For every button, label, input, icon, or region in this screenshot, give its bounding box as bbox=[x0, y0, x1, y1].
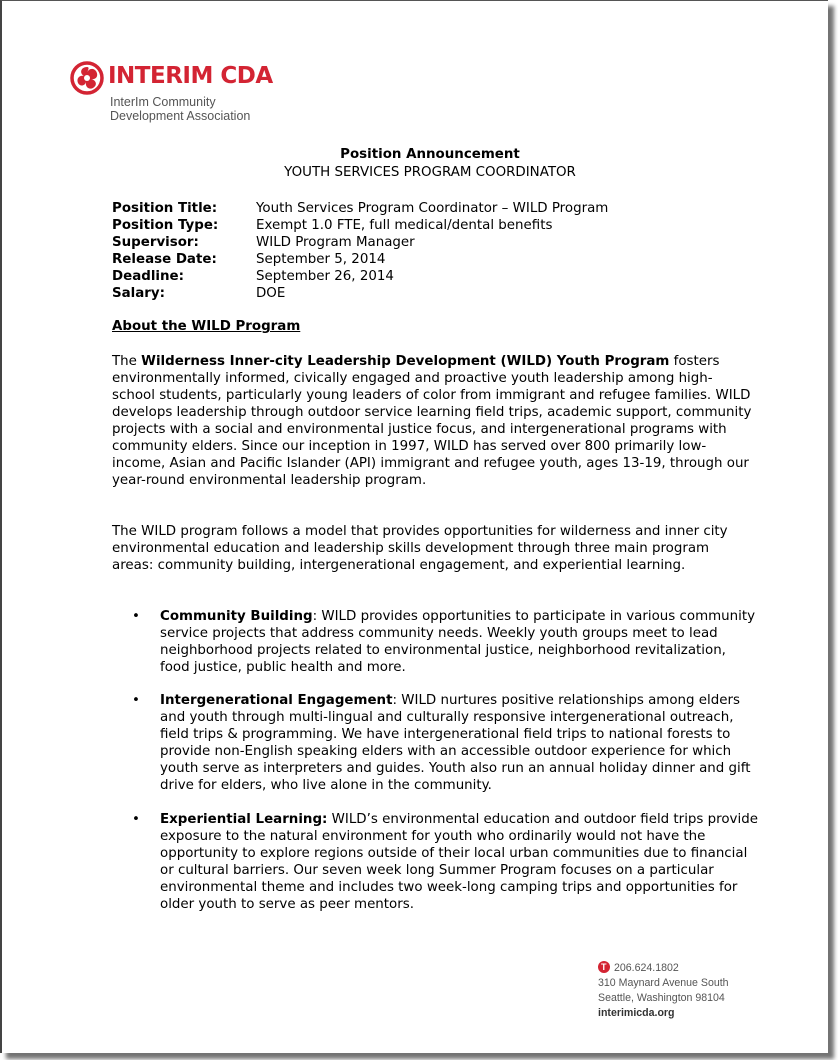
list-item-title: Experiential Learning: bbox=[160, 812, 328, 827]
detail-row-position-title bbox=[112, 200, 608, 217]
logo-subtitle-line1: InterIm Community bbox=[110, 95, 216, 109]
detail-label: Release Date: bbox=[112, 252, 217, 267]
interim-cda-logo-icon bbox=[70, 61, 104, 95]
bullet-icon: • bbox=[132, 812, 140, 827]
detail-label: Salary: bbox=[112, 286, 165, 301]
section-heading: About the WILD Program bbox=[112, 319, 301, 334]
detail-value: Exempt 1.0 FTE, full medical/dental benefits bbox=[256, 218, 553, 233]
detail-row-release-date bbox=[112, 251, 608, 268]
intro-body: fosters environmentally informed, civically engaged and proactive youth leadership among high-school students, particularly young leaders of color from immigrant and refugee families. WILD develops leadership through outdoor service learning field trips, academic support, community projects with a social and environmental justice focus, and intergenerational programs with community elders. Since our inception in 1997, WILD has served over 800 primarily low-income, Asian and Pacific Islander (API) immigrant and refugee youth, ages 13-19, through our year-round environmental leadership program. bbox=[112, 354, 752, 488]
list-item-text: : WILD nurtures positive relationships among elders and youth through multi-lingual and culturally responsive intergenerational outreach, field trips & programming. We have intergenerational field trips to national forests to provide non-English speaking elders with an accessible outdoor experience for which youth serve as interpreters and guides. Youth also run an annual holiday dinner and gift drive for elders, who live alone in the community. bbox=[160, 693, 751, 793]
list-item-text: : WILD provides opportunities to participate in various community service projects that address community needs. Weekly youth groups meet to lead neighborhood projects related to environmental justice, neighborhood revitalization, food justice, public health and more. bbox=[160, 609, 756, 675]
detail-value: Youth Services Program Coordinator – WILD Program bbox=[256, 201, 609, 216]
logo-subtitle-line2: Development Association bbox=[110, 109, 251, 123]
detail-label: Deadline: bbox=[112, 269, 184, 284]
footer-address-line2: Seattle, Washington 98104 bbox=[598, 992, 725, 1004]
detail-value: WILD Program Manager bbox=[256, 235, 415, 250]
footer-website: interimicda.org bbox=[598, 1007, 675, 1019]
detail-label: Position Title: bbox=[112, 201, 218, 216]
footer-phone bbox=[598, 961, 729, 976]
phone-number: 206.624.1802 bbox=[614, 962, 679, 974]
detail-row-position-type bbox=[112, 217, 608, 234]
document-title: Position Announcement bbox=[340, 147, 520, 162]
model-paragraph: The WILD program follows a model that provides opportunities for wilderness and inner city environmental education and leadership skills development through three main program areas: community building, intergenerational engagement, and experiential learning. bbox=[112, 524, 728, 573]
phone-icon bbox=[598, 961, 610, 973]
detail-row-salary bbox=[112, 285, 608, 302]
program-name: Wilderness Inner-city Leadership Development (WILD) Youth Program bbox=[141, 354, 670, 369]
detail-row-supervisor bbox=[112, 234, 608, 251]
list-item-title: Intergenerational Engagement bbox=[160, 693, 393, 708]
position-details bbox=[112, 200, 608, 302]
logo-wordmark: INTERIM CDA bbox=[108, 63, 273, 89]
logo-subtitle bbox=[110, 95, 250, 123]
intro-lead: The bbox=[112, 354, 142, 369]
bullet-icon: • bbox=[132, 693, 140, 708]
detail-value: September 5, 2014 bbox=[256, 252, 386, 267]
bullet-icon: • bbox=[132, 609, 140, 624]
detail-label: Supervisor: bbox=[112, 235, 199, 250]
intro-paragraph bbox=[112, 353, 752, 489]
footer-address-line1: 310 Maynard Avenue South bbox=[598, 977, 729, 989]
list-item-text: WILD’s environmental education and outdoor field trips provide exposure to the natural environment for youth who ordinarily would not have the opportunity to explore regions outside of their local urban communities due to financial or cultural barriers. Our seven week long Summer Program focuses on a particular environmental theme and includes two week-long camping trips and opportunities for older youth to serve as peer mentors. bbox=[160, 812, 758, 912]
list-item-title: Community Building bbox=[160, 609, 313, 624]
detail-value: September 26, 2014 bbox=[256, 269, 394, 284]
document-subtitle: YOUTH SERVICES PROGRAM COORDINATOR bbox=[284, 165, 576, 180]
detail-label: Position Type: bbox=[112, 218, 219, 233]
detail-value: DOE bbox=[256, 286, 286, 301]
contact-footer bbox=[598, 961, 729, 1021]
detail-row-deadline bbox=[112, 268, 608, 285]
